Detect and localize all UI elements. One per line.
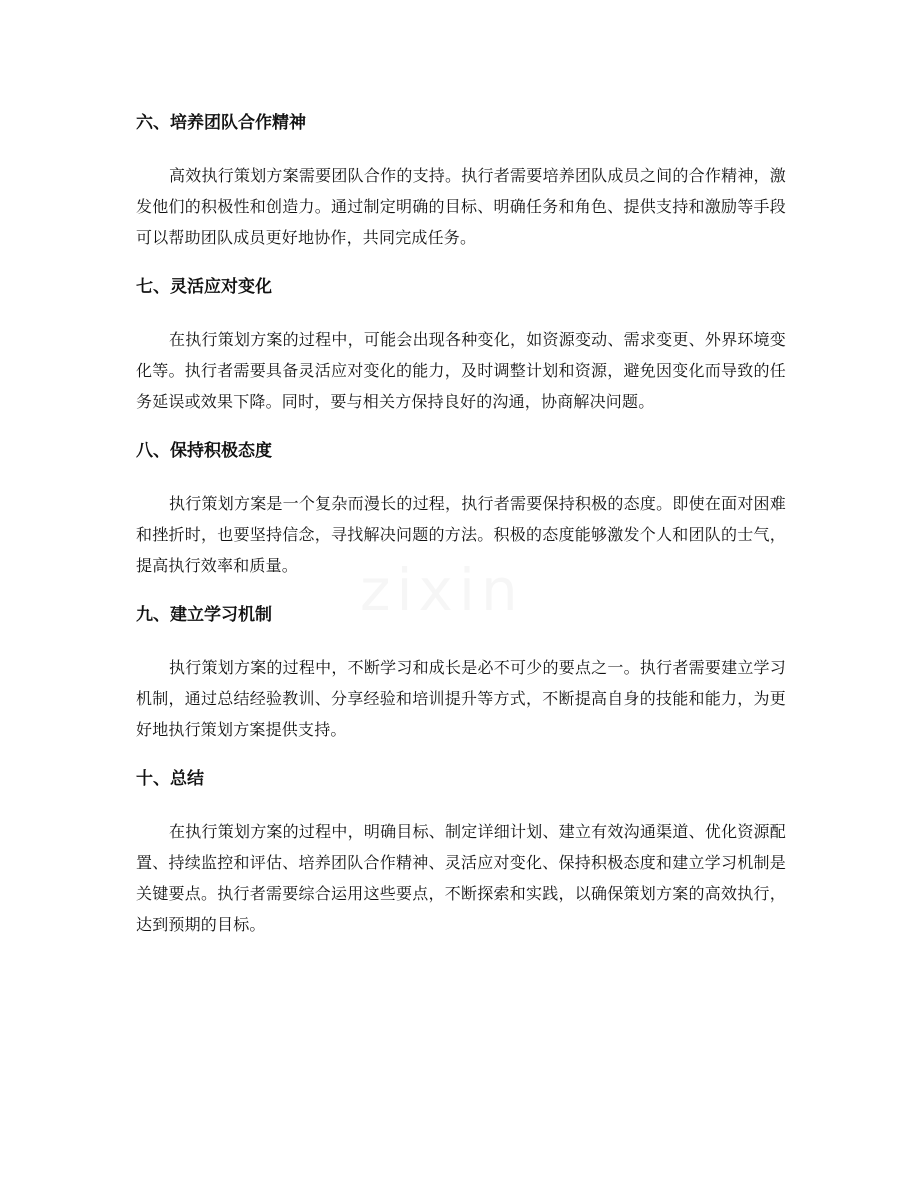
section-heading: 七、灵活应对变化	[136, 277, 272, 297]
section-9	[136, 596, 786, 745]
section-6	[136, 104, 786, 253]
section-heading: 九、建立学习机制	[136, 605, 272, 625]
document-body	[136, 104, 786, 955]
section-paragraph: 执行策划方案是一个复杂而漫长的过程，执行者需要保持积极的态度。即使在面对困难和挫折时，也要坚持信念，寻找解决问题的方法。积极的态度能够激发个人和团队的士气，提高执行效率和质量。	[136, 494, 786, 575]
section-heading: 八、保持积极态度	[136, 441, 272, 461]
section-paragraph: 执行策划方案的过程中，不断学习和成长是必不可少的要点之一。执行者需要建立学习机制，通过总结经验教训、分享经验和培训提升等方式，不断提高自身的技能和能力，为更好地执行策划方案提供支持。	[136, 658, 786, 739]
section-8	[136, 432, 786, 581]
section-paragraph: 在执行策划方案的过程中，可能会出现各种变化，如资源变动、需求变更、外界环境变化等。执行者需要具备灵活应对变化的能力，及时调整计划和资源，避免因变化而导致的任务延误或效果下降。同时，要与相关方保持良好的沟通，协商解决问题。	[136, 330, 786, 411]
section-7	[136, 268, 786, 417]
section-paragraph: 高效执行策划方案需要团队合作的支持。执行者需要培养团队成员之间的合作精神，激发他们的积极性和创造力。通过制定明确的目标、明确任务和角色、提供支持和激励等手段可以帮助团队成员更好地协作，共同完成任务。	[136, 166, 786, 247]
section-heading: 十、总结	[136, 769, 204, 789]
section-paragraph: 在执行策划方案的过程中，明确目标、制定详细计划、建立有效沟通渠道、优化资源配置、持续监控和评估、培养团队合作精神、灵活应对变化、保持积极态度和建立学习机制是关键要点。执行者需要综合运用这些要点，不断探索和实践，以确保策划方案的高效执行，达到预期的目标。	[136, 822, 786, 934]
section-heading: 六、培养团队合作精神	[136, 113, 306, 133]
section-10	[136, 760, 786, 940]
